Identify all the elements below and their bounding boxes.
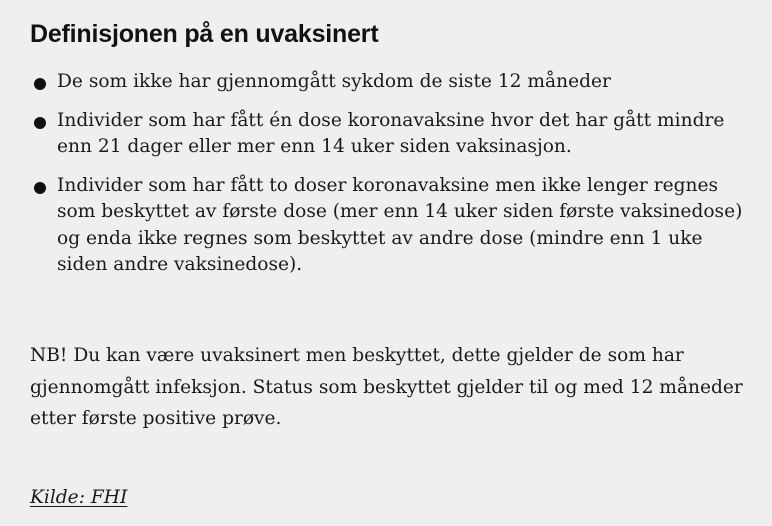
list-item-text: De som ikke har gjennomgått sykdom de siste 12 måneder [57, 71, 611, 92]
box-title: Definisjonen på en uvaksinert [30, 20, 379, 48]
list-item [30, 69, 750, 96]
bullet-icon [34, 182, 46, 194]
list-item [30, 173, 750, 279]
list-item-text: Individer som har fått én dose koronavaksine hvor det har gått mindre enn 21 dager eller mer enn 14 uker siden vaksinasjon. [57, 109, 725, 157]
list-item [30, 108, 750, 161]
list-item-text: Individer som har fått to doser koronavaksine men ikke lenger regnes som beskyttet av første dose (mer enn 14 uker siden første vaksinedose) og enda ikke regnes som beskyttet av andre dose (mindre enn 1 uke siden andre vaksinedose). [57, 174, 743, 275]
source-link[interactable]: Kilde: FHI [30, 487, 128, 508]
bullet-icon [34, 78, 46, 90]
fact-box [30, 18, 750, 508]
note-paragraph: NB! Du kan være uvaksinert men beskyttet, dette gjelder de som har gjennomgått infeksjon. Status som beskyttet gjelder til og med 12 måneder etter første positive prøve. [30, 345, 743, 429]
bullet-icon [34, 117, 46, 129]
definition-list [30, 69, 750, 291]
source-line [30, 483, 127, 513]
